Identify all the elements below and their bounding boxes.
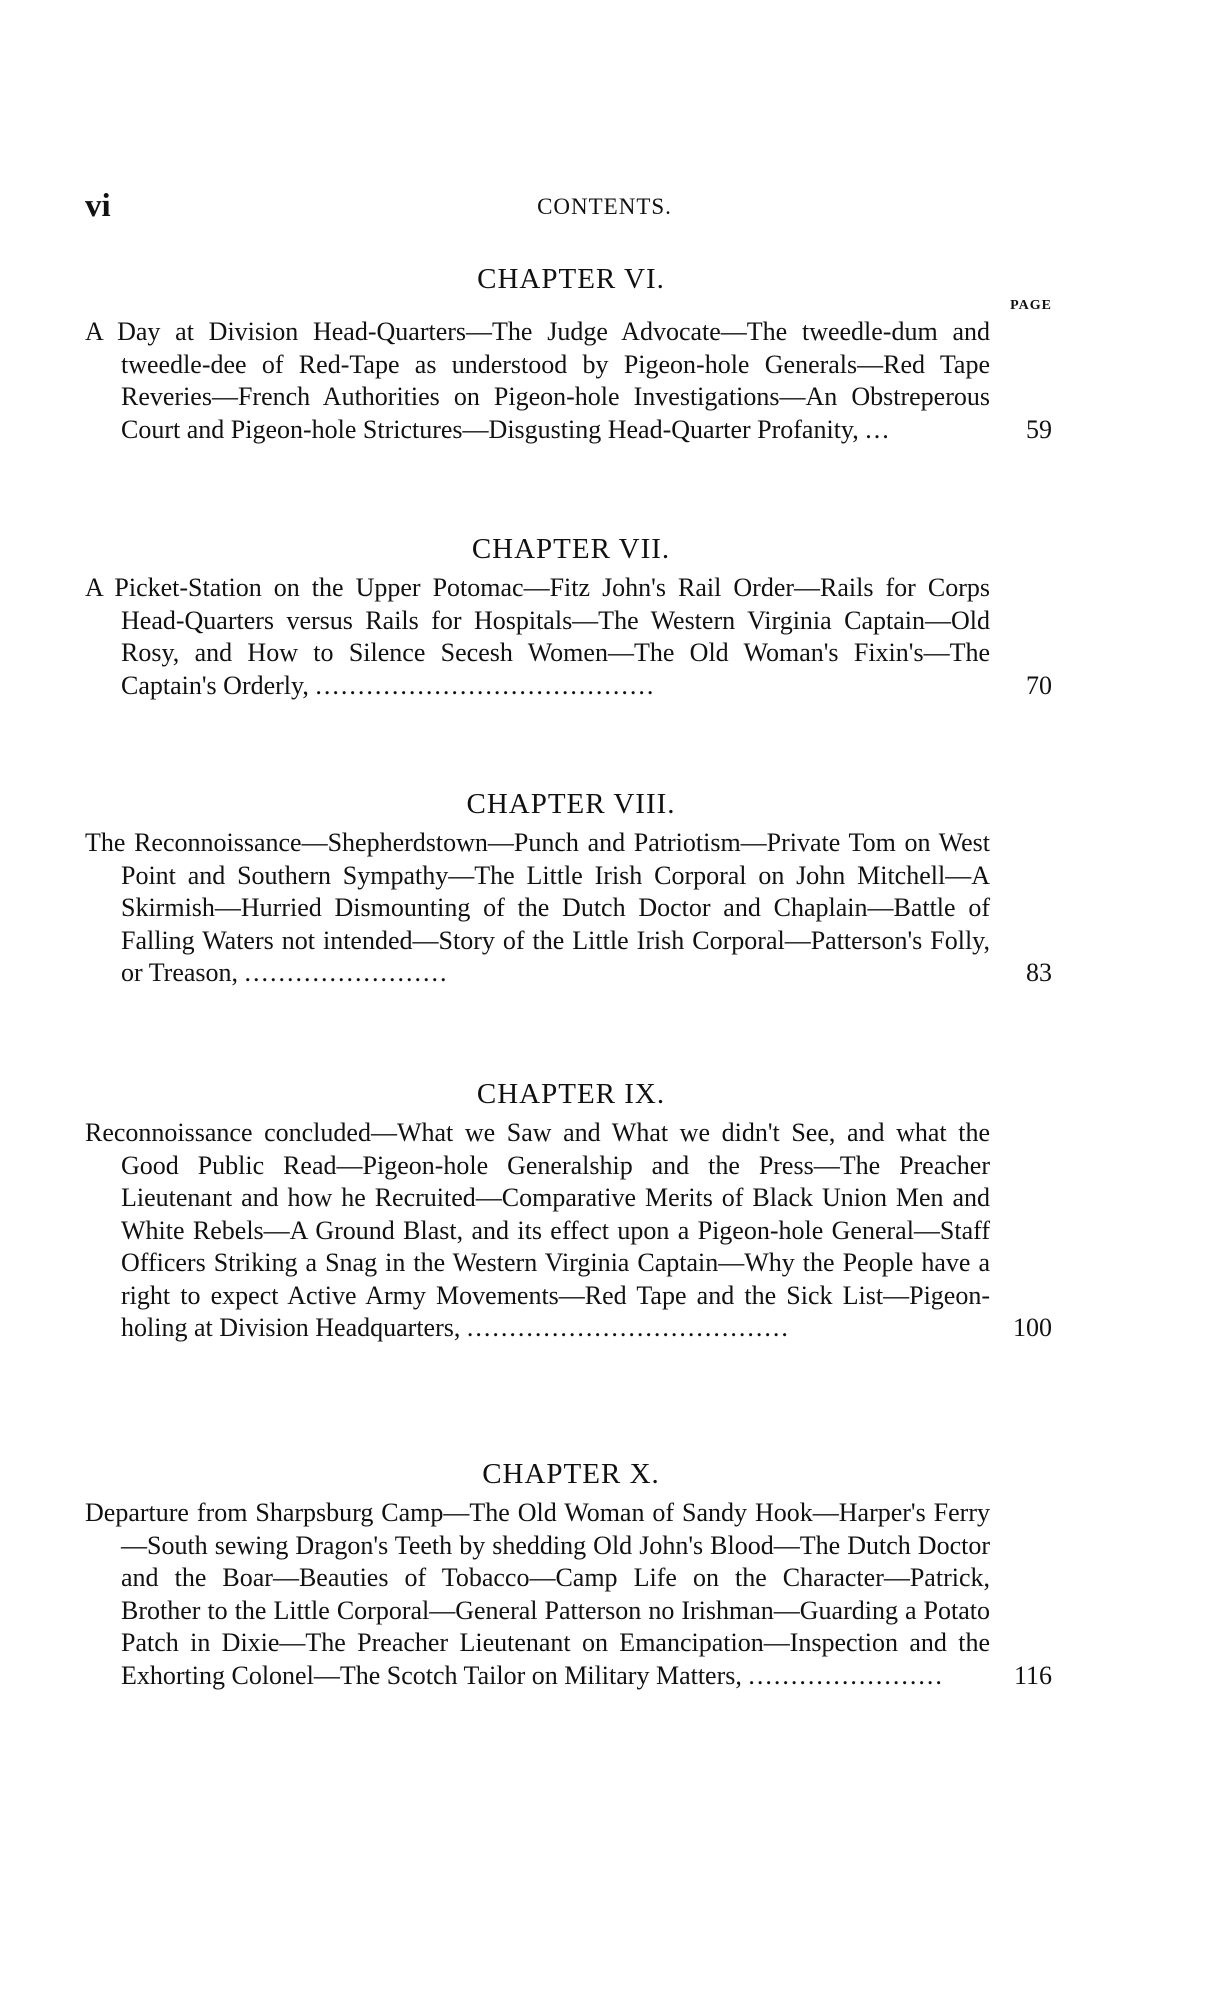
dot-leader: ...................................... — [466, 1313, 790, 1342]
chapter-title: CHAPTER VIII. — [466, 788, 676, 820]
page-header — [0, 188, 1209, 228]
toc-entry — [85, 827, 1057, 990]
summary-text: A Day at Division Head-Quarters—The Judge Advocate—The tweedle-dum and tweedle-dee of Red-Tape as understood by Pigeon-hole Generals—Red Tape Reveries—French Authorities on Pigeon-hole Investigations—An Obstreperous Court and Pigeon-hole Strictures—Disgusting Head-Quarter Profanity, — [85, 317, 990, 444]
chapter-summary — [85, 572, 990, 702]
chapter-entry — [85, 532, 1057, 702]
chapter-entry — [85, 1077, 1057, 1345]
summary-text: The Reconnoissance—Shepherdstown—Punch and Patriotism—Private Tom on West Point and Southern Sympathy—The Little Irish Corporal on John Mitchell—A Skirmish—Hurried Dismounting of the Dutch Doctor and Chaplain—Battle of Falling Waters not intended—Story of the Little Irish Corporal—Patterson's Folly, or Treason, — [85, 828, 990, 987]
chapter-summary — [85, 1117, 990, 1345]
summary-text: Departure from Sharpsburg Camp—The Old Woman of Sandy Hook—Harper's Ferry—South sewing Dragon's Teeth by shedding Old John's Blood—The Dutch Doctor and the Boar—Beauties of Tobacco—Camp Life on the Character—Patrick, Brother to the Little Corporal—General Patterson no Irishman—Guarding a Potato Patch in Dixie—The Preacher Lieutenant on Emancipation—Inspection and the Exhorting Colonel—The Scotch Tailor on Military Matters, — [85, 1498, 990, 1690]
page-number: 70 — [1026, 670, 1052, 700]
chapter-title: CHAPTER IX. — [476, 1078, 666, 1110]
running-title: CONTENTS. — [537, 194, 672, 219]
page-folio: vi — [85, 188, 111, 224]
page-column-label: PAGE — [1010, 298, 1052, 313]
summary-text: A Picket-Station on the Upper Potomac—Fitz John's Rail Order—Rails for Corps Head-Quarters versus Rails for Hospitals—The Western Virginia Captain—Old Rosy, and How to Silence Secesh Women—The Old Woman's Fixin's—The Captain's Orderly, — [85, 573, 990, 700]
chapter-title: CHAPTER X. — [482, 1458, 660, 1490]
chapter-summary — [85, 827, 990, 990]
dot-leader: ....................... — [748, 1660, 944, 1690]
chapter-entry — [85, 787, 1057, 990]
dot-leader: ........................ — [244, 958, 449, 987]
page-number: 83 — [1026, 958, 1052, 987]
page-number: 100 — [1013, 1313, 1052, 1342]
toc-entry — [85, 316, 1057, 446]
chapter-entry — [85, 1457, 1057, 1692]
chapter-entry — [85, 262, 1057, 446]
chapter-summary — [85, 316, 990, 446]
page-number: 59 — [1026, 414, 1052, 444]
toc-entry — [85, 572, 1057, 702]
dot-leader: ........................................ — [315, 670, 656, 700]
chapter-summary — [85, 1497, 990, 1692]
toc-entry — [85, 1117, 1057, 1345]
dot-leader: ... — [865, 414, 891, 444]
chapter-title: CHAPTER VI. — [477, 263, 665, 295]
toc-entry — [85, 1497, 1057, 1692]
page-number: 116 — [1013, 1660, 1052, 1690]
summary-text: Reconnoissance concluded—What we Saw and What we didn't See, and what the Good Public Read—Pigeon-hole Generalship and the Press—The Preacher Lieutenant and how he Recruited—Comparative Merits of Black Union Men and White Rebels—A Ground Blast, and its effect upon a Pigeon-hole General—Staff Officers Striking a Snag in the Western Virginia Captain—Why the People have a right to expect Active Army Movements—Red Tape and the Sick List—Pigeon-holing at Division Headquarters, — [85, 1118, 990, 1342]
chapter-title: CHAPTER VII. — [471, 533, 671, 565]
